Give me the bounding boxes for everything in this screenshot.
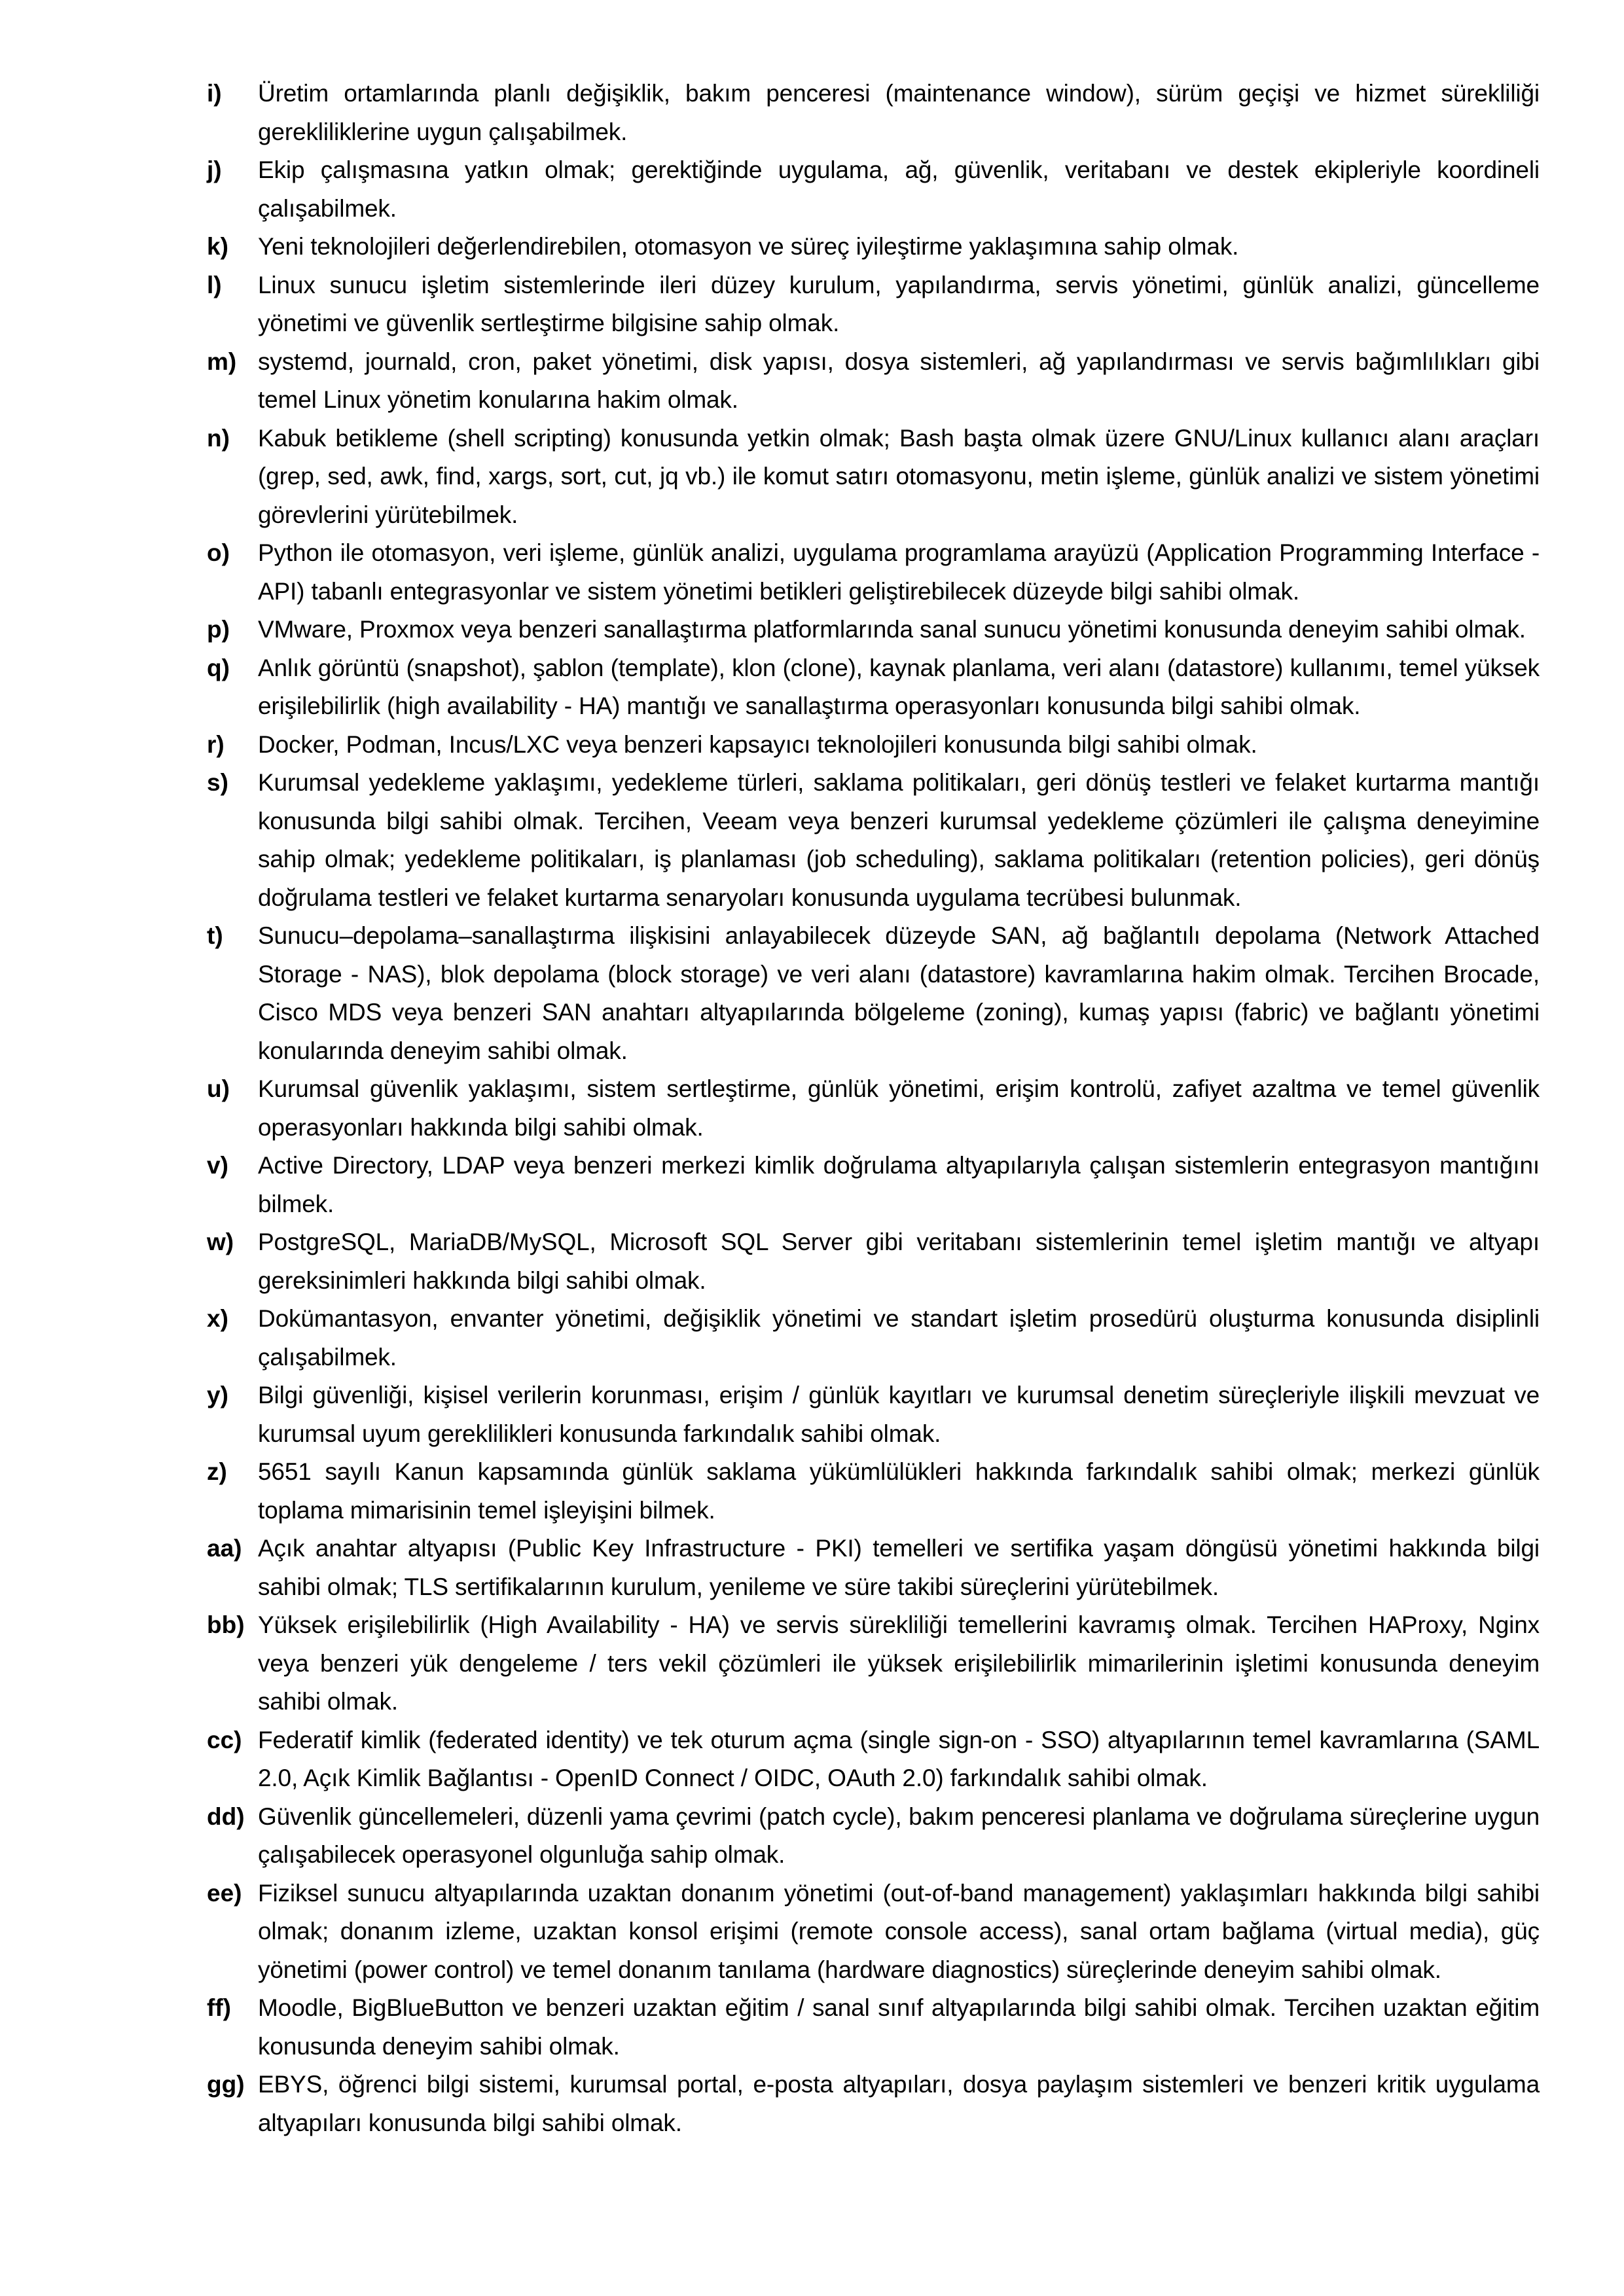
list-item — [207, 1530, 1540, 1606]
list-item-marker: z) — [207, 1458, 227, 1485]
list-item-marker: aa) — [207, 1535, 242, 1562]
list-item — [207, 1376, 1540, 1453]
requirements-list — [207, 75, 1540, 2142]
list-item-text: Python ile otomasyon, veri işleme, günlük analizi, uygulama programlama arayüzü (Application Programming Interface - API) tabanlı entegrasyonlar ve sistem yönetimi betikleri geliştirebilecek düzeyde bilgi sahibi olmak. — [258, 539, 1540, 605]
list-item-marker: y) — [207, 1382, 228, 1408]
list-item-text: Fiziksel sunucu altyapılarında uzaktan donanım yönetimi (out-of-band management) yaklaşımları hakkında bilgi sahibi olmak; donanım izleme, uzaktan konsol erişimi (remote console access), sanal ortam bağlama (virtual media), güç yönetimi (power control) ve temel donanım tanılama (hardware diagnostics) süreçlerinde deneyim sahibi olmak. — [258, 1879, 1540, 1983]
list-item-marker: w) — [207, 1229, 234, 1255]
list-item-marker: p) — [207, 616, 230, 643]
list-item-text: Dokümantasyon, envanter yönetimi, değişiklik yönetimi ve standart işletim prosedürü oluşturma konusunda disiplinli çalışabilmek. — [258, 1305, 1540, 1371]
list-item-marker: q) — [207, 654, 230, 681]
list-item — [207, 1721, 1540, 1798]
list-item-text: Üretim ortamlarında planlı değişiklik, bakım penceresi (maintenance window), sürüm geçişi ve hizmet sürekliliği gerekliliklerine uygun çalışabilmek. — [258, 80, 1540, 145]
list-item-marker: s) — [207, 769, 228, 796]
list-item-text: EBYS, öğrenci bilgi sistemi, kurumsal portal, e-posta altyapıları, dosya paylaşım sistemleri ve benzeri kritik uygulama altyapıları konusunda bilgi sahibi olmak. — [258, 2071, 1540, 2136]
list-item — [207, 726, 1540, 764]
list-item-marker: gg) — [207, 2071, 245, 2098]
list-item — [207, 1453, 1540, 1530]
list-item-text: 5651 sayılı Kanun kapsamında günlük saklama yükümlülükleri hakkında farkındalık sahibi olmak; merkezi günlük toplama mimarisinin temel işleyişini bilmek. — [258, 1458, 1540, 1524]
list-item-marker: i) — [207, 80, 222, 107]
list-item — [207, 1070, 1540, 1147]
list-item — [207, 611, 1540, 649]
list-item — [207, 1300, 1540, 1376]
list-item — [207, 266, 1540, 343]
list-item — [207, 151, 1540, 228]
list-item — [207, 343, 1540, 420]
list-item — [207, 1606, 1540, 1721]
list-item-marker: o) — [207, 539, 230, 566]
list-item-marker: dd) — [207, 1803, 245, 1830]
list-item-marker: x) — [207, 1305, 228, 1332]
list-item-marker: u) — [207, 1075, 230, 1102]
list-item-text: Kabuk betikleme (shell scripting) konusunda yetkin olmak; Bash başta olmak üzere GNU/Linux kullanıcı alanı araçları (grep, sed, awk, find, xargs, sort, cut, jq vb.) ile komut satırı otomasyonu, metin işleme, günlük analizi ve sistem yönetimi görevlerini yürütebilmek. — [258, 424, 1540, 528]
list-item-text: Açık anahtar altyapısı (Public Key Infrastructure - PKI) temelleri ve sertifika yaşam döngüsü yönetimi hakkında bilgi sahibi olmak; TLS sertifikalarının kurulum, yenileme ve süre takibi süreçlerini yürütebilmek. — [258, 1535, 1540, 1600]
list-item-text: Docker, Podman, Incus/LXC veya benzeri kapsayıcı teknolojileri konusunda bilgi sahibi olmak. — [258, 730, 1257, 758]
list-item-marker: r) — [207, 730, 225, 758]
list-item — [207, 2066, 1540, 2142]
list-item — [207, 917, 1540, 1070]
list-item — [207, 1798, 1540, 1874]
list-item-marker: t) — [207, 922, 223, 949]
list-item-text: Anlık görüntü (snapshot), şablon (template), klon (clone), kaynak planlama, veri alanı (datastore) kullanımı, temel yüksek erişilebilirlik (high availability - HA) mantığı ve sanallaştırma operasyonları konusunda bilgi sahibi olmak. — [258, 654, 1540, 719]
list-item-text: Güvenlik güncellemeleri, düzenli yama çevrimi (patch cycle), bakım penceresi planlama ve doğrulama süreçlerine uygun çalışabilecek operasyonel olgunluğa sahip olmak. — [258, 1803, 1540, 1868]
list-item — [207, 1223, 1540, 1300]
list-item-text: Kurumsal yedekleme yaklaşımı, yedekleme türleri, saklama politikaları, geri dönüş testleri ve felaket kurtarma mantığı konusunda bilgi sahibi olmak. Tercihen, Veeam veya benzeri kurumsal yedekleme çözümleri ile çalışma deneyimine sahip olmak; yedekleme politikaları, iş planlaması (job scheduling), saklama politikaları (retention policies), geri dönüş doğrulama testleri ve felaket kurtarma senaryoları konusunda uygulama tecrübesi bulunmak. — [258, 769, 1540, 911]
list-item-marker: ee) — [207, 1879, 242, 1907]
list-item — [207, 75, 1540, 151]
list-item-text: Federatif kimlik (federated identity) ve tek oturum açma (single sign-on - SSO) altyapılarının temel kavramlarına (SAML 2.0, Açık Kimlik Bağlantısı - OpenID Connect / OIDC, OAuth 2.0) farkındalık sahibi olmak. — [258, 1726, 1540, 1791]
list-item-marker: v) — [207, 1152, 228, 1179]
list-item — [207, 1147, 1540, 1223]
list-item-marker: k) — [207, 233, 228, 260]
list-item-marker: m) — [207, 348, 237, 375]
list-item — [207, 228, 1540, 266]
list-item-marker: n) — [207, 424, 230, 452]
list-item-text: Sunucu–depolama–sanallaştırma ilişkisini anlayabilecek düzeyde SAN, ağ bağlantılı depolama (Network Attached Storage - NAS), blok depolama (block storage) ve veri alanı (datastore) kavramlarına hakim olmak. Tercihen Brocade, Cisco MDS veya benzeri SAN anahtarı altyapılarında bölgeleme (zoning), kumaş yapısı (fabric) ve bağlantı yönetimi konularında deneyim sahibi olmak. — [258, 922, 1540, 1064]
list-item — [207, 764, 1540, 917]
list-item-marker: j) — [207, 156, 222, 183]
list-item-marker: bb) — [207, 1611, 245, 1638]
list-item-text: Linux sunucu işletim sistemlerinde ileri düzey kurulum, yapılandırma, servis yönetimi, günlük analizi, güncelleme yönetimi ve güvenlik sertleştirme bilgisine sahip olmak. — [258, 271, 1540, 336]
list-item-text: Ekip çalışmasına yatkın olmak; gerektiğinde uygulama, ağ, güvenlik, veritabanı ve destek ekipleriyle koordineli çalışabilmek. — [258, 156, 1540, 222]
list-item-text: Yeni teknolojileri değerlendirebilen, otomasyon ve süreç iyileştirme yaklaşımına sahip olmak. — [258, 233, 1239, 260]
list-item-marker: cc) — [207, 1726, 242, 1753]
list-item — [207, 534, 1540, 611]
list-item-text: Active Directory, LDAP veya benzeri merkezi kimlik doğrulama altyapılarıyla çalışan sistemlerin entegrasyon mantığını bilmek. — [258, 1152, 1540, 1217]
list-item — [207, 649, 1540, 726]
list-item-text: Bilgi güvenliği, kişisel verilerin korunması, erişim / günlük kayıtları ve kurumsal denetim süreçleriyle ilişkili mevzuat ve kurumsal uyum gereklilikleri konusunda farkındalık sahibi olmak. — [258, 1382, 1540, 1447]
list-item-text: Kurumsal güvenlik yaklaşımı, sistem sertleştirme, günlük yönetimi, erişim kontrolü, zafiyet azaltma ve temel güvenlik operasyonları hakkında bilgi sahibi olmak. — [258, 1075, 1540, 1141]
list-item-text: systemd, journald, cron, paket yönetimi, disk yapısı, dosya sistemleri, ağ yapılandırması ve servis bağımlılıkları gibi temel Linux yönetim konularına hakim olmak. — [258, 348, 1540, 413]
list-item-text: Moodle, BigBlueButton ve benzeri uzaktan eğitim / sanal sınıf altyapılarında bilgi sahibi olmak. Tercihen uzaktan eğitim konusunda deneyim sahibi olmak. — [258, 1994, 1540, 2060]
list-item-text: PostgreSQL, MariaDB/MySQL, Microsoft SQL Server gibi veritabanı sistemlerinin temel işletim mantığı ve altyapı gereksinimleri hakkında bilgi sahibi olmak. — [258, 1229, 1540, 1294]
list-item-marker: l) — [207, 271, 222, 298]
list-item-text: Yüksek erişilebilirlik (High Availability - HA) ve servis sürekliliği temellerini kavramış olmak. Tercihen HAProxy, Nginx veya benzeri yük dengeleme / ters vekil çözümleri ile yüksek erişilebilirlik mimarilerinin işletimi konusunda deneyim sahibi olmak. — [258, 1611, 1540, 1715]
list-item — [207, 1874, 1540, 1990]
list-item-marker: ff) — [207, 1994, 231, 2021]
list-item — [207, 420, 1540, 535]
list-item — [207, 1989, 1540, 2066]
list-item-text: VMware, Proxmox veya benzeri sanallaştırma platformlarında sanal sunucu yönetimi konusunda deneyim sahibi olmak. — [258, 616, 1526, 643]
